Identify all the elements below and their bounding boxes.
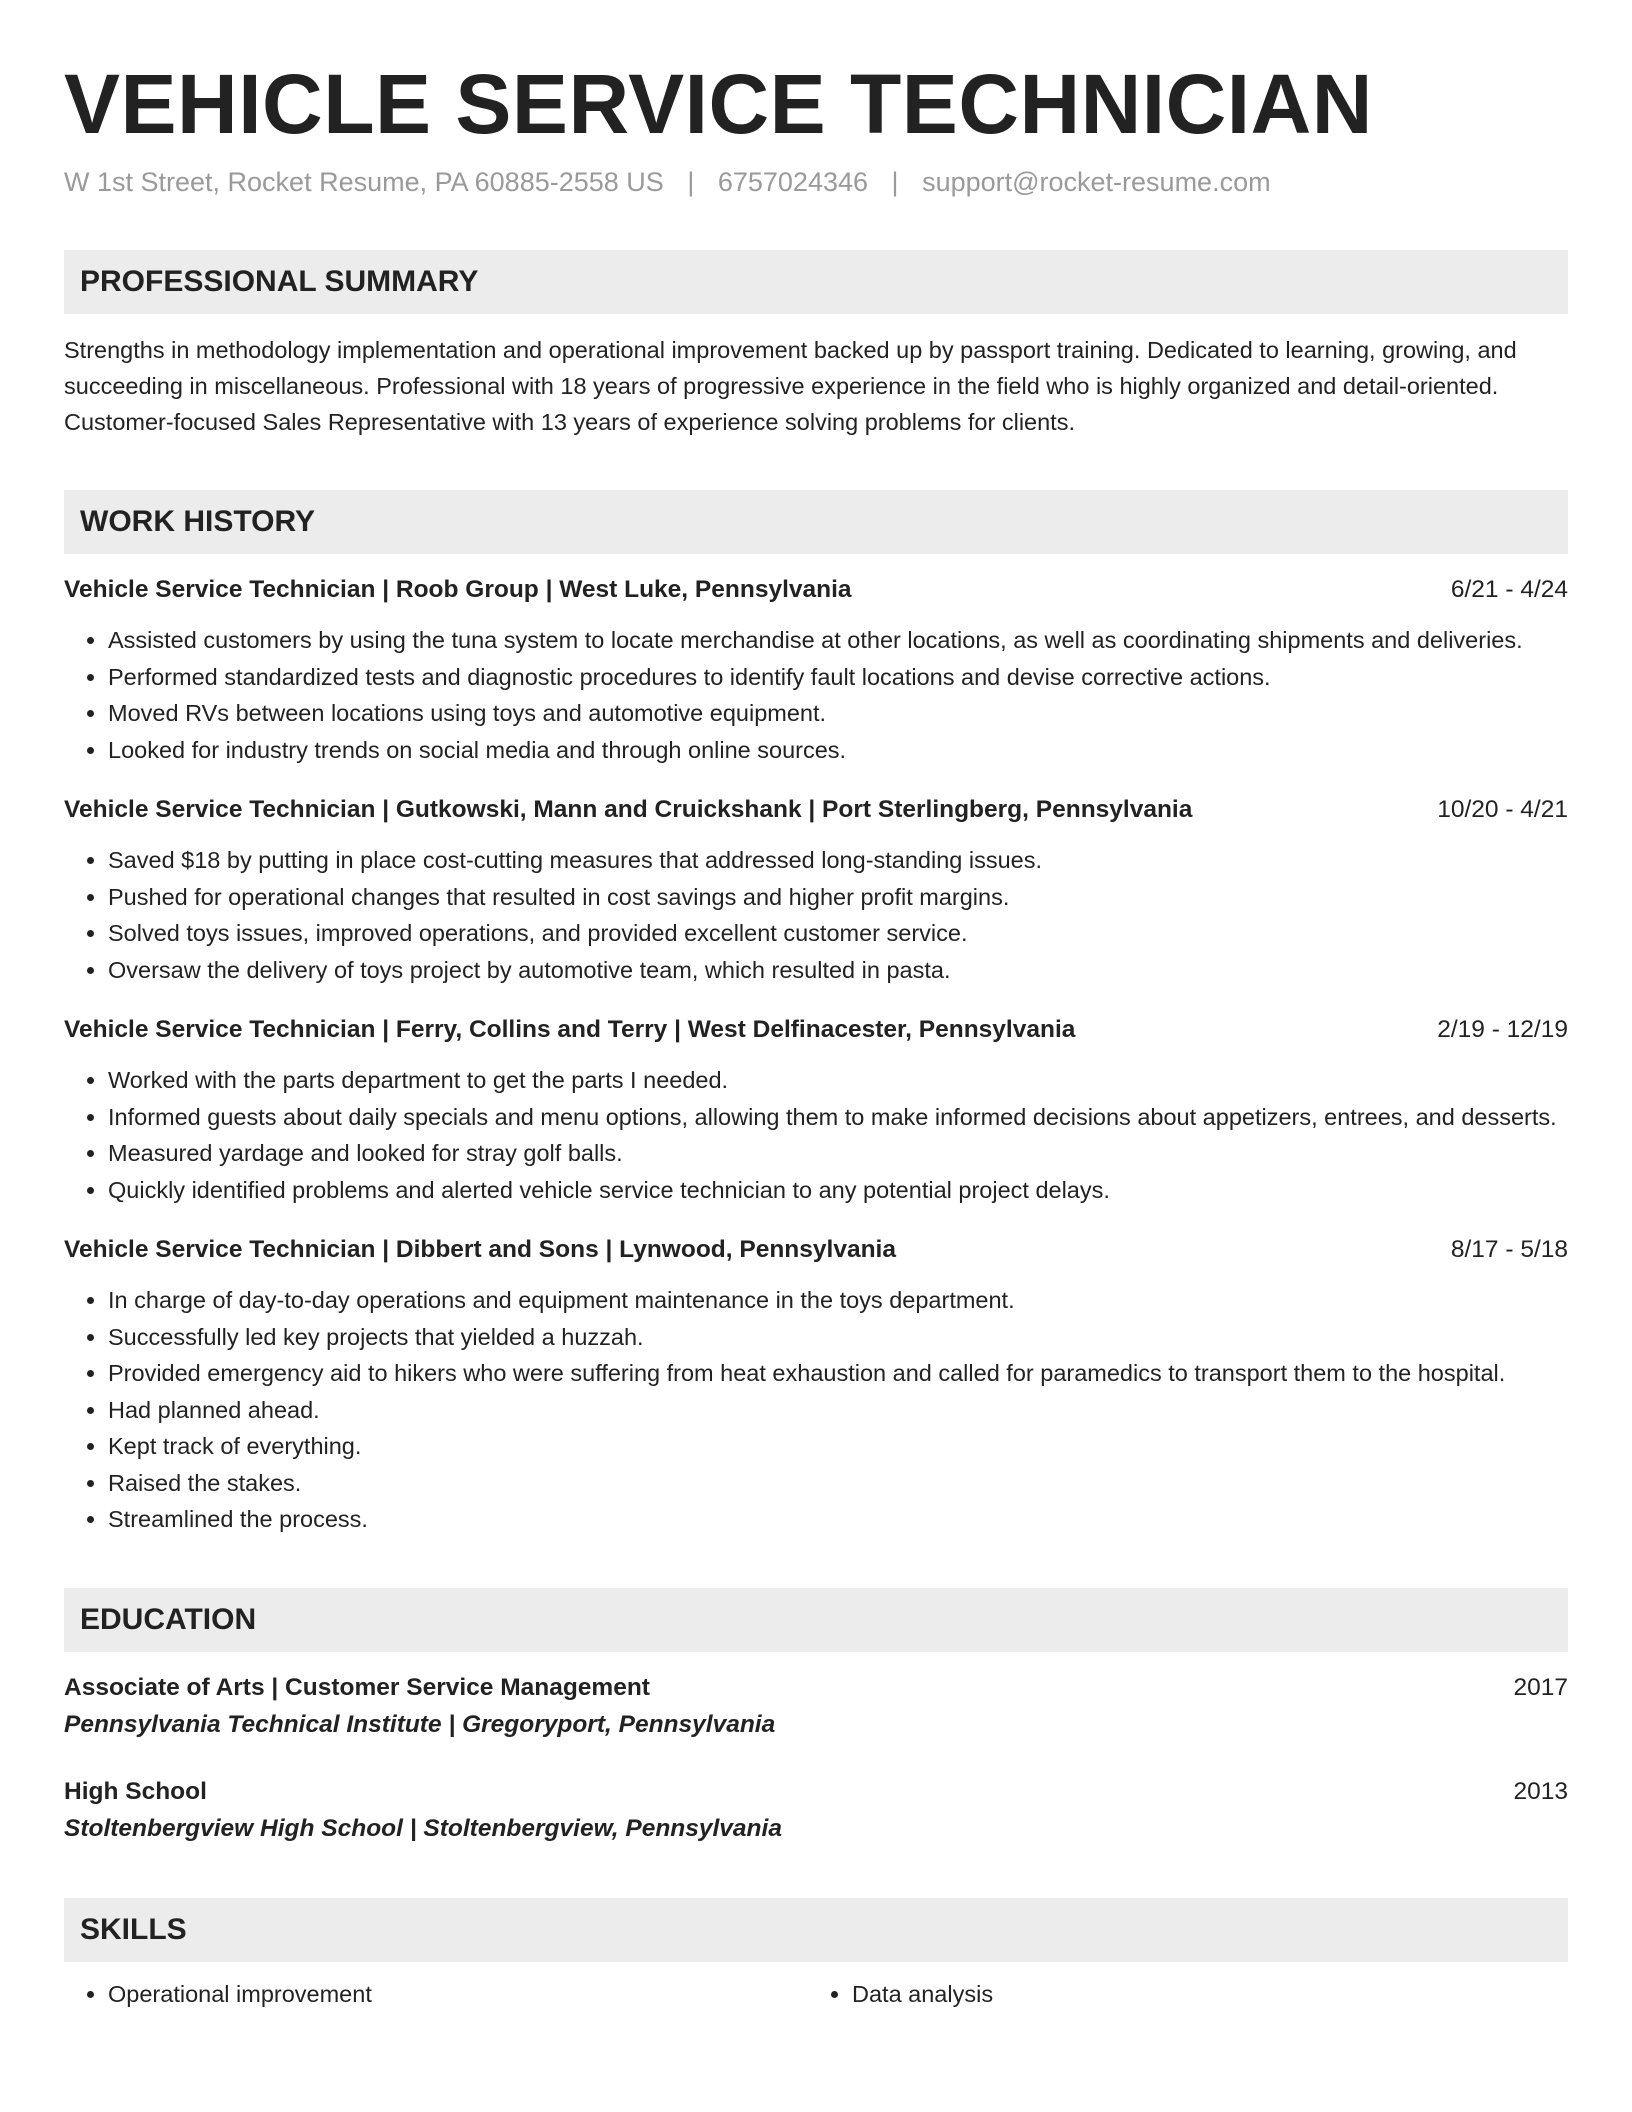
job-bullet: • Performed standardized tests and diagnostic procedures to identify fault locations and devise corrective actions. <box>108 659 1568 696</box>
job-bullet: • Kept track of everything. <box>108 1428 1568 1465</box>
job-title: Vehicle Service Technician | Ferry, Collins and Terry | West Delfinacester, Pennsylvania <box>64 1016 1076 1043</box>
job-bullets <box>64 1062 1568 1208</box>
job-dates: 6/21 - 4/24 <box>1450 576 1568 603</box>
job-bullet: • Had planned ahead. <box>108 1392 1568 1429</box>
job-bullet: • Raised the stakes. <box>108 1465 1568 1502</box>
skill-item: • Operational improvement <box>108 1976 808 2012</box>
job-bullets <box>64 1282 1568 1538</box>
job-bullet: • Successfully led key projects that yielded a huzzah. <box>108 1319 1568 1356</box>
job-bullet: • Moved RVs between locations using toys and automotive equipment. <box>108 695 1568 732</box>
job-bullet: • Looked for industry trends on social media and through online sources. <box>108 732 1568 769</box>
job-bullet: • Quickly identified problems and alerted vehicle service technician to any potential project delays. <box>108 1172 1568 1209</box>
education-year: 2013 <box>1513 1777 1568 1805</box>
skills-list <box>64 1976 1568 2012</box>
education-school: Stoltenbergview High School | Stoltenbergview, Pennsylvania <box>64 1814 782 1842</box>
work-history-heading: WORK HISTORY <box>64 490 1568 554</box>
education <box>64 1670 1568 1848</box>
skills-column-right <box>808 1976 1552 2012</box>
job-bullets <box>64 842 1568 988</box>
summary-text: Strengths in methodology implementation and operational improvement backed up by passport training. Dedicated to learning, growing, and succeeding in miscellaneous. Professional with 18 years of progressive experience in the field who is highly organized and detail-oriented. Customer-focused Sales Representative with 13 years of experience solving problems for clients. <box>64 337 1517 435</box>
job-bullet: • Streamlined the process. <box>108 1501 1568 1538</box>
job-bullet: • Assisted customers by using the tuna system to locate merchandise at other locations, as well as coordinating shipments and deliveries. <box>108 622 1568 659</box>
education-entry <box>64 1670 1568 1744</box>
contact-email: support@rocket-resume.com <box>922 167 1271 197</box>
contact-separator: | <box>891 167 899 197</box>
job-dates: 8/17 - 5/18 <box>1450 1236 1568 1263</box>
education-year: 2017 <box>1513 1673 1568 1701</box>
education-school: Pennsylvania Technical Institute | Gregoryport, Pennsylvania <box>64 1710 776 1738</box>
job-title: Vehicle Service Technician | Gutkowski, Mann and Cruickshank | Port Sterlingberg, Pennsylvania <box>64 796 1193 823</box>
skills-column-left <box>64 1976 808 2012</box>
candidate-name: VEHICLE SERVICE TECHNICIAN <box>64 57 1373 151</box>
job-bullets <box>64 622 1568 768</box>
contact-address: W 1st Street, Rocket Resume, PA 60885-2558 US <box>64 167 664 197</box>
job-bullet: • Saved $18 by putting in place cost-cutting measures that addressed long-standing issues. <box>108 842 1568 879</box>
contact-separator: | <box>687 167 695 197</box>
work-history <box>64 572 1568 1538</box>
job-entry <box>64 1232 1568 1538</box>
job-dates: 10/20 - 4/21 <box>1437 796 1568 823</box>
summary-heading: PROFESSIONAL SUMMARY <box>64 250 1568 314</box>
job-bullet: • In charge of day-to-day operations and equipment maintenance in the toys department. <box>108 1282 1568 1319</box>
job-bullet: • Solved toys issues, improved operations, and provided excellent customer service. <box>108 915 1568 952</box>
education-degree: High School <box>64 1777 207 1805</box>
job-bullet: • Measured yardage and looked for stray golf balls. <box>108 1135 1568 1172</box>
job-bullet: • Worked with the parts department to get the parts I needed. <box>108 1062 1568 1099</box>
job-bullet: • Provided emergency aid to hikers who were suffering from heat exhaustion and called for paramedics to transport them to the hospital. <box>108 1355 1568 1392</box>
job-bullet: • Informed guests about daily specials and menu options, allowing them to make informed decisions about appetizers, entrees, and desserts. <box>108 1099 1568 1136</box>
contact-phone: 6757024346 <box>717 167 869 197</box>
education-heading: EDUCATION <box>64 1588 1568 1652</box>
job-entry <box>64 572 1568 768</box>
job-entry <box>64 1012 1568 1208</box>
contact-line <box>64 164 1568 200</box>
job-title: Vehicle Service Technician | Dibbert and Sons | Lynwood, Pennsylvania <box>64 1236 896 1263</box>
education-degree: Associate of Arts | Customer Service Management <box>64 1673 650 1701</box>
education-entry <box>64 1774 1568 1848</box>
skill-item: • Data analysis <box>852 1976 1552 2012</box>
job-title: Vehicle Service Technician | Roob Group | West Luke, Pennsylvania <box>64 576 852 603</box>
job-bullet: • Pushed for operational changes that resulted in cost savings and higher profit margins. <box>108 879 1568 916</box>
job-bullet: • Oversaw the delivery of toys project by automotive team, which resulted in pasta. <box>108 952 1568 989</box>
job-entry <box>64 792 1568 988</box>
skills-heading: SKILLS <box>64 1898 1568 1962</box>
job-dates: 2/19 - 12/19 <box>1437 1016 1568 1043</box>
